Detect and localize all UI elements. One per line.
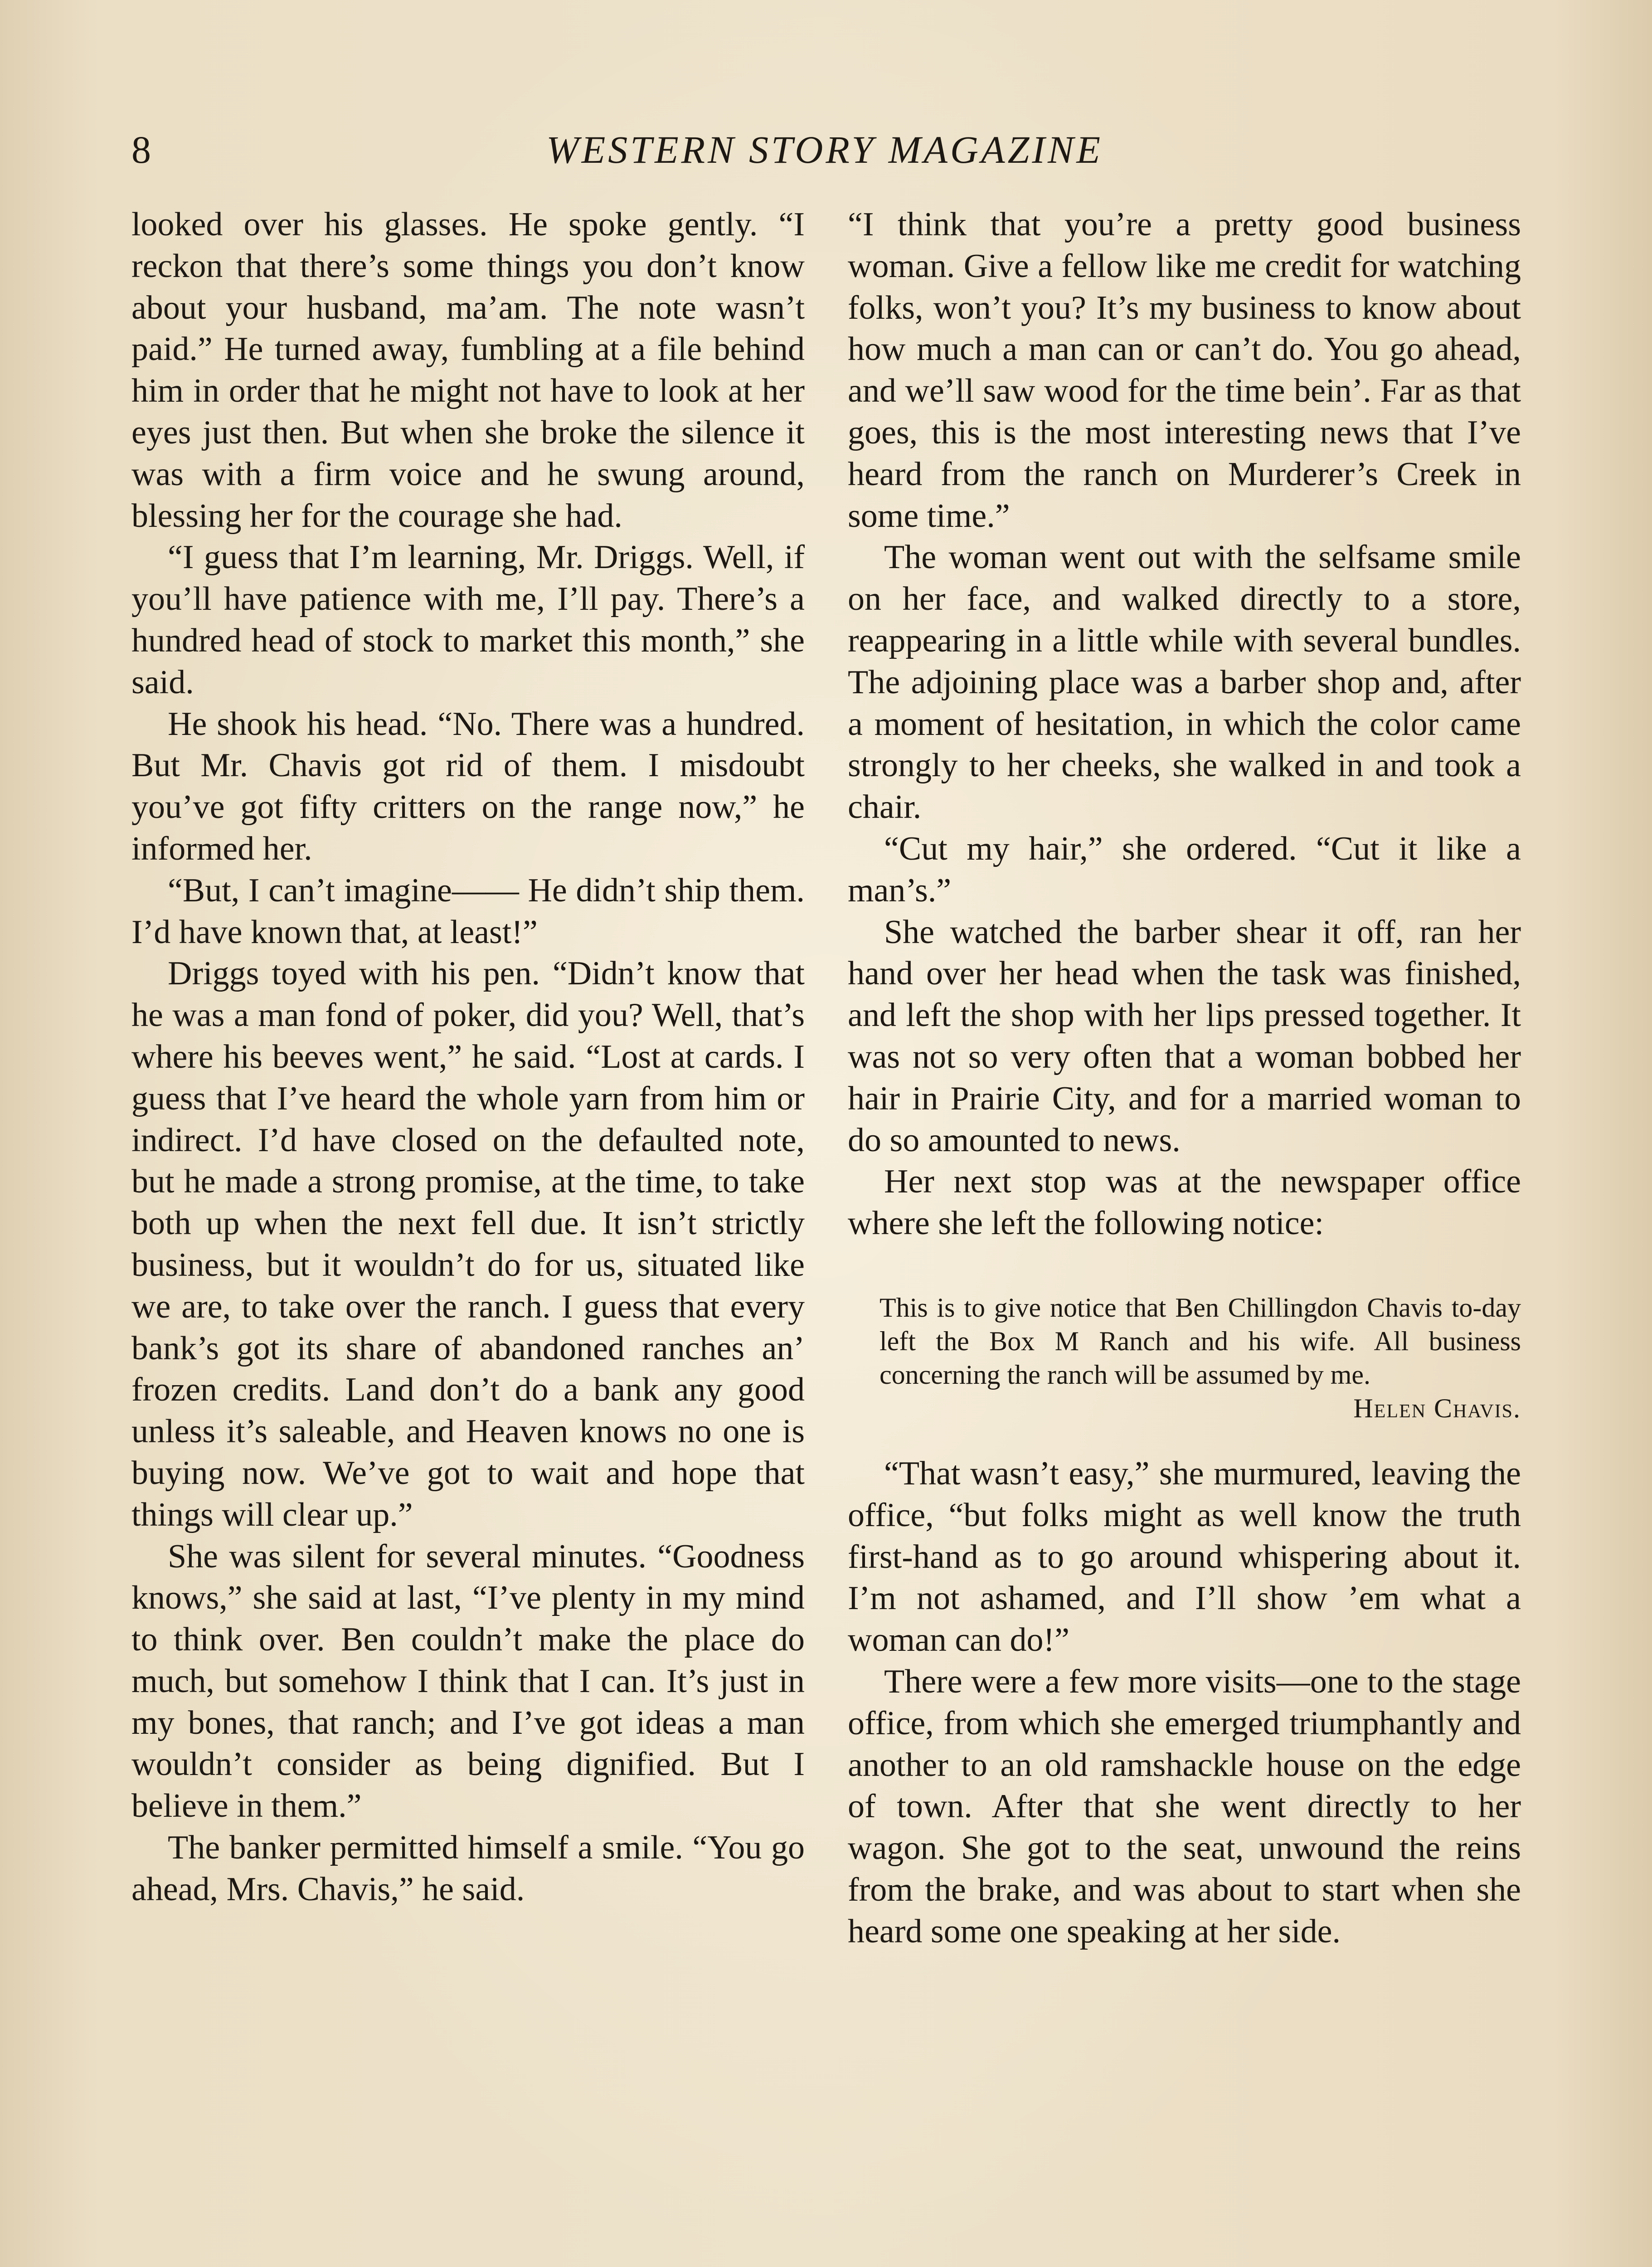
paragraph: “That wasn’t easy,” she murmured, leaving the office, “but folks might as well know the truth first-hand as to go around whispering about it. I’m not ashamed, and I’ll show ’em what a woman can do!” [848,1455,1521,1659]
paragraph: He shook his head. “No. There was a hundred. But Mr. Chavis got rid of them. I misdoubt you’ve got fifty critters on the range now,” he informed her. [131,705,805,867]
paragraph: The woman went out with the selfsame smile on her face, and walked directly to a store, reappearing in a little while with several bundles. The adjoining place was a barber shop and, after a moment of hesitation, in which the color came strongly to her cheeks, she walked in and took a chair. [848,539,1521,826]
page-number: 8 [131,128,151,171]
paragraph: “I think that you’re a pretty good business woman. Give a fellow like me credit for watching folks, won’t you? It’s my business to know about how much a man can or can’t do. You go ahead, and we’ll saw wood for the time bein’. Far as that goes, this is the most interesting news that I’ve heard from the ranch on Murderer’s Creek in some time.” [848,206,1521,535]
paragraph: There were a few more visits—one to the stage office, from which she emerged triumphantly and another to an old ramshackle house on the edge of town. After that she went directly to her wagon. She got to the seat, unwound the reins from the brake, and was about to start when she heard some one speaking at her side. [848,1663,1521,1950]
right-column [848,204,1521,1952]
paragraph: “But, I can’t imagine—— He didn’t ship them. I’d have known that, at least!” [131,871,805,951]
page-header [131,122,1518,177]
paragraph: She watched the barber shear it off, ran her hand over her head when the task was finished, and left the shop with her lips pressed together. It was not so very often that a woman bobbed her hair in Prairie City, and for a married woman to do so amounted to news. [848,913,1521,1159]
paragraph: “Cut my hair,” she ordered. “Cut it like a man’s.” [848,830,1521,909]
running-title: WESTERN STORY MAGAZINE [546,128,1103,171]
left-column [131,204,805,1911]
notice-text: This is to give notice that Ben Chillingdon Chavis to-day left the Box M Ranch and his wife. All business concerning the ranch will be assumed by me. [879,1292,1521,1390]
paragraph: Her next stop was at the newspaper office where she left the following notice: [848,1163,1521,1242]
notice-signature: Helen Chavis. [1353,1393,1521,1423]
paragraph: The banker permitted himself a smile. “You go ahead, Mrs. Chavis,” he said. [131,1829,805,1908]
paragraph: She was silent for several minutes. “Goodness knows,” she said at last, “I’ve plenty in my mind to think over. Ben couldn’t make the place do much, but somehow I think that I can. It’s just in my bones, that ranch; and I’ve got ideas a man wouldn’t consider as being dignified. But I believe in them.” [131,1537,805,1825]
paragraph: Driggs toyed with his pen. “Didn’t know that he was a man fond of poker, did you? Well, that’s where his beeves went,” he said. “Lost at cards. I guess that I’ve heard the whole yarn from him or indirect. I’d have closed on the defaulted note, but he made a strong promise, at the time, to take both up when the next fell due. It isn’t strictly business, but it wouldn’t do for us, situated like we are, to take over the ranch. I guess that every bank’s got its share of abandoned ranches an’ frozen credits. Land don’t do a bank any good unless it’s saleable, and Heaven knows no one is buying now. We’ve got to wait and hope that things will clear up.” [131,955,805,1533]
paragraph: “I guess that I’m learning, Mr. Driggs. Well, if you’ll have patience with me, I’ll pay. There’s a hundred head of stock to market this month,” she said. [131,539,805,701]
newspaper-notice [879,1291,1521,1425]
paragraph: looked over his glasses. He spoke gently. “I reckon that there’s some things you don’t know about your husband, ma’am. The note wasn’t paid.” He turned away, fumbling at a file behind him in order that he might not have to look at her eyes just then. But when she broke the silence it was with a firm voice and he swung around, blessing her for the courage she had. [131,206,805,535]
